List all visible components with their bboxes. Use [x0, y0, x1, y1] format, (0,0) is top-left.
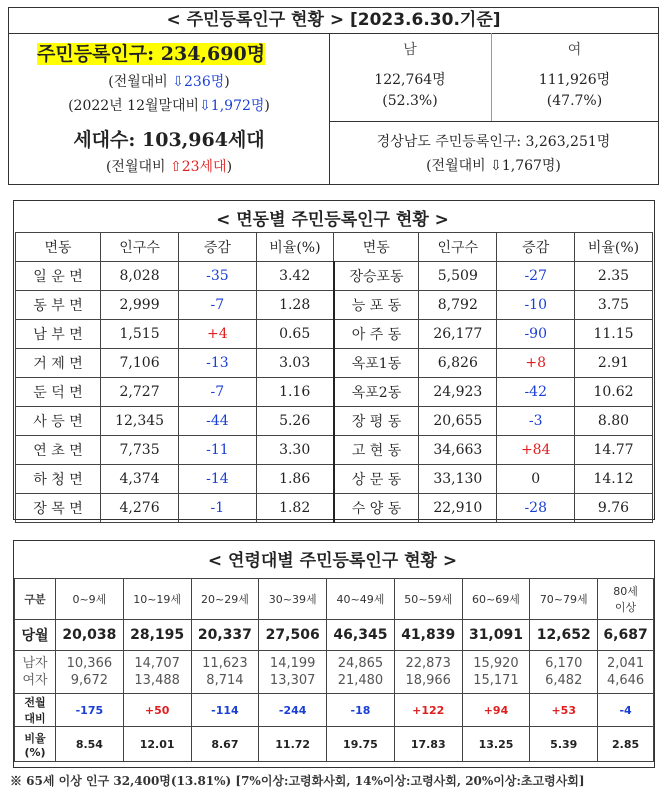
- district-header-row: [16, 233, 653, 262]
- population-cell: 2,999: [100, 291, 178, 320]
- households-month-value: ⇧23세대: [169, 159, 227, 175]
- district-header-cell: 증감: [497, 233, 575, 262]
- province-divider: [329, 121, 658, 122]
- district-name-cell: 고 현 동: [334, 436, 419, 465]
- female-value: 111,926명: [538, 72, 611, 88]
- female-row-label: 여자: [22, 673, 48, 688]
- age-value-cell: 5.39: [530, 727, 598, 762]
- age-value-cell: +53: [530, 694, 598, 727]
- district-name-cell: 수 양 동: [334, 494, 419, 523]
- male-row-label: 남자: [22, 656, 48, 671]
- total-population: [37, 39, 265, 66]
- summary-title: < 주민등록인구 현황 > [2023.6.30.기준]: [9, 8, 658, 34]
- male-count: 6,170: [545, 656, 583, 671]
- male-count: 15,920: [473, 656, 519, 671]
- table-row: [15, 579, 654, 620]
- ratio-cell: 3.30: [256, 436, 334, 465]
- change-cell: +8: [497, 349, 575, 378]
- male-pct: (52.3%): [382, 93, 438, 109]
- total-population-label: 주민등록인구: 234,690명: [37, 43, 266, 65]
- age-row-label: 구분: [15, 579, 56, 620]
- summary-left-panel: [9, 33, 330, 184]
- population-cell: 6,826: [419, 349, 497, 378]
- change-cell: -7: [179, 291, 256, 320]
- age-value-cell: 60~69세: [462, 579, 530, 620]
- population-cell: 34,663: [419, 436, 497, 465]
- district-name-cell: 거 제 면: [16, 349, 101, 378]
- male-label: 남: [403, 42, 417, 58]
- households-month-suffix: ): [226, 159, 233, 175]
- population-cell: 2,727: [100, 378, 178, 407]
- gender-value-cell: [123, 651, 191, 694]
- male-count: 24,865: [337, 656, 384, 671]
- gender-label-cell: [15, 651, 56, 694]
- ratio-cell: 14.12: [575, 465, 653, 494]
- district-header-cell: 면동: [16, 233, 101, 262]
- ratio-cell: 8.80: [575, 407, 653, 436]
- table-row: [16, 262, 653, 291]
- gender-value-cell: [598, 651, 654, 694]
- age-value-cell: 41,839: [394, 620, 462, 651]
- female-count: 13,488: [134, 673, 180, 688]
- gender-value-cell: [327, 651, 395, 694]
- table-row: [16, 349, 653, 378]
- age-row-label: 당월: [15, 620, 56, 651]
- total-dec-prefix: (2022년 12월말대비: [68, 98, 200, 114]
- district-table: [15, 232, 653, 523]
- age-value-cell: 6,687: [598, 620, 654, 651]
- total-month-change: [9, 71, 329, 91]
- district-name-cell: 장승포동: [334, 262, 419, 291]
- gender-value-cell: [462, 651, 530, 694]
- district-header-cell: 비율(%): [256, 233, 334, 262]
- change-cell: -27: [497, 262, 575, 291]
- table-row: [15, 620, 654, 651]
- age-value-cell: 46,345: [327, 620, 395, 651]
- table-row: [16, 407, 653, 436]
- age-value-cell: 80세 이상: [598, 579, 654, 620]
- table-row: [16, 378, 653, 407]
- change-cell: -7: [179, 378, 256, 407]
- ratio-cell: 1.16: [256, 378, 334, 407]
- gender-value-cell: [259, 651, 327, 694]
- age-value-cell: 50~59세: [394, 579, 462, 620]
- male-count: 2,041: [606, 656, 645, 671]
- district-name-cell: 동 부 면: [16, 291, 101, 320]
- population-cell: 33,130: [419, 465, 497, 494]
- population-cell: 4,276: [100, 494, 178, 523]
- age-value-cell: -18: [327, 694, 395, 727]
- population-cell: 8,028: [100, 262, 178, 291]
- age-value-cell: -4: [598, 694, 654, 727]
- summary-right-panel: [329, 33, 658, 184]
- change-cell: -14: [179, 465, 256, 494]
- elderly-footnote: ※ 65세 이상 인구 32,400명(13.81%) [7%이상:고령화사회, 14%이상:고령사회, 20%이상:초고령사회]: [10, 774, 585, 788]
- ratio-cell: 1.28: [256, 291, 334, 320]
- table-row: [16, 291, 653, 320]
- population-cell: 8,792: [419, 291, 497, 320]
- district-name-cell: 장 목 면: [16, 494, 101, 523]
- households-count: 세대수: 103,964세대: [73, 129, 265, 151]
- district-header-cell: 인구수: [419, 233, 497, 262]
- population-cell: 20,655: [419, 407, 497, 436]
- district-name-cell: 장 평 동: [334, 407, 419, 436]
- table-row: [16, 494, 653, 523]
- age-value-cell: 8.67: [191, 727, 259, 762]
- ratio-cell: 14.77: [575, 436, 653, 465]
- population-cell: 22,910: [419, 494, 497, 523]
- table-row: [16, 465, 653, 494]
- female-pct: (47.7%): [546, 93, 603, 109]
- age-value-cell: 12,652: [530, 620, 598, 651]
- male-count: 11,623: [202, 656, 248, 671]
- change-cell: -28: [497, 494, 575, 523]
- change-cell: -1: [179, 494, 256, 523]
- change-cell: -3: [497, 407, 575, 436]
- age-value-cell: 28,195: [123, 620, 191, 651]
- age-value-cell: 27,506: [259, 620, 327, 651]
- male-count: 14,707: [134, 656, 180, 671]
- ratio-cell: 2.91: [575, 349, 653, 378]
- gender-value-cell: [394, 651, 462, 694]
- district-name-cell: 아 주 동: [334, 320, 419, 349]
- female-label: 여: [567, 42, 582, 58]
- population-cell: 24,923: [419, 378, 497, 407]
- district-name-cell: 사 등 면: [16, 407, 101, 436]
- age-value-cell: +50: [123, 694, 191, 727]
- age-value-cell: -114: [191, 694, 259, 727]
- population-cell: 4,374: [100, 465, 178, 494]
- change-cell: -90: [497, 320, 575, 349]
- ratio-cell: 2.35: [575, 262, 653, 291]
- total-dec-value: ⇩1,972명: [199, 98, 265, 114]
- change-cell: +4: [179, 320, 256, 349]
- age-value-cell: 2.85: [598, 727, 654, 762]
- change-cell: +84: [497, 436, 575, 465]
- female-count: 18,966: [405, 673, 451, 688]
- female-count: 4,646: [606, 673, 645, 688]
- female-count: 8,714: [206, 673, 244, 688]
- households-month-prefix: (전월대비: [105, 159, 170, 175]
- age-value-cell: 31,091: [462, 620, 530, 651]
- population-cell: 5,509: [419, 262, 497, 291]
- district-table-wrap: [15, 232, 657, 523]
- ratio-cell: 3.03: [256, 349, 334, 378]
- district-section-title: < 면동별 주민등록인구 현황 >: [216, 210, 449, 230]
- district-header-cell: 증감: [179, 233, 256, 262]
- male-count: 10,366: [66, 656, 113, 671]
- change-cell: -10: [497, 291, 575, 320]
- total-month-prefix: (전월대비: [108, 74, 173, 90]
- age-value-cell: 11.72: [259, 727, 327, 762]
- district-name-cell: 옥포1동: [334, 349, 419, 378]
- age-value-cell: 20~29세: [191, 579, 259, 620]
- district-name-cell: 일 운 면: [16, 262, 101, 291]
- age-value-cell: 8.54: [56, 727, 124, 762]
- district-name-cell: 연 초 면: [16, 436, 101, 465]
- age-section-title: < 연령대별 주민등록인구 현황 >: [207, 551, 458, 571]
- female-count: 6,482: [545, 673, 583, 688]
- gender-value-cell: [56, 651, 124, 694]
- male-count: 22,873: [405, 656, 451, 671]
- change-cell: -13: [179, 349, 256, 378]
- age-value-cell: 70~79세: [530, 579, 598, 620]
- change-cell: -35: [179, 262, 256, 291]
- age-value-cell: +94: [462, 694, 530, 727]
- change-cell: -44: [179, 407, 256, 436]
- age-value-cell: -175: [56, 694, 124, 727]
- age-value-cell: 0~9세: [56, 579, 124, 620]
- total-month-suffix: ): [224, 74, 230, 90]
- age-value-cell: 17.83: [394, 727, 462, 762]
- ratio-cell: 3.75: [575, 291, 653, 320]
- ratio-cell: 9.76: [575, 494, 653, 523]
- district-name-cell: 옥포2동: [334, 378, 419, 407]
- ratio-cell: 1.82: [256, 494, 334, 523]
- population-cell: 12,345: [100, 407, 178, 436]
- age-row-label: 비율 (%): [15, 727, 56, 762]
- total-dec-suffix: ): [264, 98, 270, 114]
- district-header-cell: 면동: [334, 233, 419, 262]
- change-cell: 0: [497, 465, 575, 494]
- ratio-cell: 1.86: [256, 465, 334, 494]
- male-value: 122,764명: [374, 72, 446, 88]
- population-cell: 7,735: [100, 436, 178, 465]
- age-table-wrap: [14, 578, 654, 762]
- table-row: [15, 651, 654, 694]
- age-row-label: 전월 대비: [15, 694, 56, 727]
- province-month-change: (전월대비 ⇩1,767명): [426, 158, 561, 174]
- age-value-cell: 20,337: [191, 620, 259, 651]
- table-row: [16, 320, 653, 349]
- total-dec-change: [9, 95, 329, 115]
- age-table: [14, 578, 654, 762]
- district-name-cell: 상 문 동: [334, 465, 419, 494]
- province-population: 경상남도 주민등록인구: 3,263,251명: [376, 134, 611, 150]
- district-header-cell: 인구수: [100, 233, 178, 262]
- age-value-cell: 30~39세: [259, 579, 327, 620]
- age-value-cell: 20,038: [56, 620, 124, 651]
- age-value-cell: 19.75: [327, 727, 395, 762]
- female-count: 9,672: [70, 673, 108, 688]
- change-cell: -11: [179, 436, 256, 465]
- population-cell: 1,515: [100, 320, 178, 349]
- district-name-cell: 하 청 면: [16, 465, 101, 494]
- population-cell: 7,106: [100, 349, 178, 378]
- age-value-cell: 10~19세: [123, 579, 191, 620]
- gender-value-cell: [191, 651, 259, 694]
- table-row: [16, 436, 653, 465]
- district-header-cell: 비율(%): [575, 233, 653, 262]
- population-cell: 26,177: [419, 320, 497, 349]
- ratio-cell: 11.15: [575, 320, 653, 349]
- female-count: 15,171: [473, 673, 519, 688]
- age-value-cell: 12.01: [123, 727, 191, 762]
- district-name-cell: 능 포 동: [334, 291, 419, 320]
- age-value-cell: 13.25: [462, 727, 530, 762]
- district-name-cell: 남 부 면: [16, 320, 101, 349]
- households-month-change: [9, 156, 329, 176]
- table-row: [15, 694, 654, 727]
- age-value-cell: +122: [394, 694, 462, 727]
- district-name-cell: 둔 덕 면: [16, 378, 101, 407]
- summary-box: [8, 7, 659, 185]
- change-cell: -42: [497, 378, 575, 407]
- age-value-cell: -244: [259, 694, 327, 727]
- ratio-cell: 5.26: [256, 407, 334, 436]
- ratio-cell: 10.62: [575, 378, 653, 407]
- gender-value-cell: [530, 651, 598, 694]
- female-count: 13,307: [269, 673, 316, 688]
- ratio-cell: 3.42: [256, 262, 334, 291]
- female-count: 21,480: [337, 673, 384, 688]
- age-value-cell: 40~49세: [327, 579, 395, 620]
- table-row: [15, 727, 654, 762]
- male-count: 14,199: [269, 656, 316, 671]
- ratio-cell: 0.65: [256, 320, 334, 349]
- total-month-value: ⇩236명: [172, 74, 225, 90]
